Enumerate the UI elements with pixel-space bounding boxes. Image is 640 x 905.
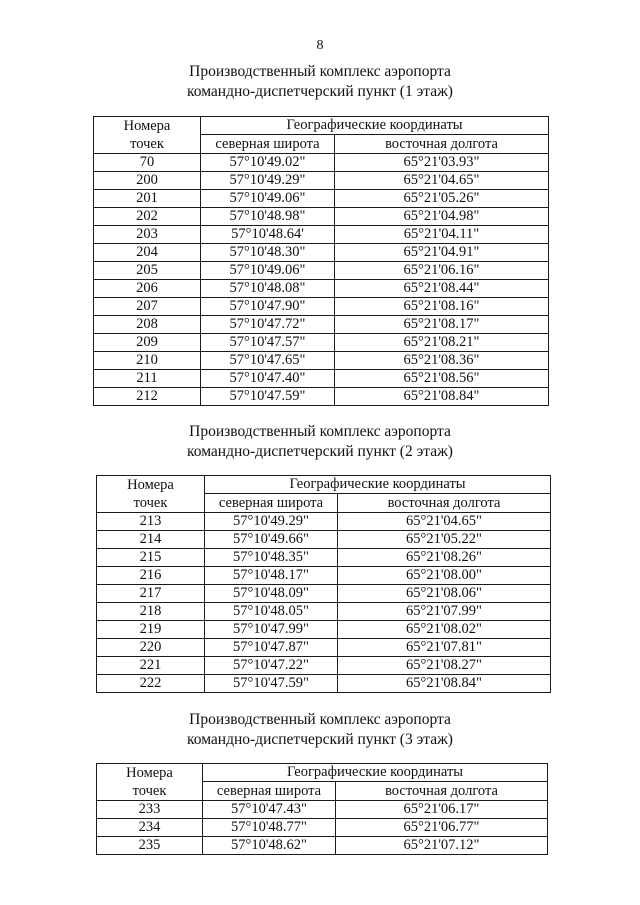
section-title-1 — [0, 62, 640, 102]
point-number-header-line2: точек — [130, 136, 164, 152]
latitude-cell: 57°10'48.17" — [205, 567, 338, 585]
page-number: 8 — [316, 38, 324, 53]
longitude-cell: 65°21'06.17" — [336, 801, 548, 819]
point-number-cell: 203 — [94, 226, 201, 244]
point-number-cell: 217 — [97, 585, 205, 603]
latitude-cell: 57°10'49.06" — [201, 262, 335, 280]
point-number-cell: 201 — [94, 190, 201, 208]
latitude-cell: 57°10'47.65" — [201, 352, 335, 370]
longitude-cell: 65°21'06.16" — [335, 262, 549, 280]
table-row — [94, 298, 549, 316]
latitude-cell: 57°10'48.98" — [201, 208, 335, 226]
point-number-header-line1: Номера — [126, 765, 173, 781]
point-number-cell: 213 — [97, 513, 205, 531]
latitude-cell: 57°10'48.30" — [201, 244, 335, 262]
section-title-2 — [0, 422, 640, 462]
longitude-cell: 65°21'08.02" — [338, 621, 551, 639]
section-title-line1: Производственный комплекс аэропорта — [189, 711, 451, 728]
table-body — [97, 764, 548, 855]
point-number-cell: 205 — [94, 262, 201, 280]
longitude-cell: 65°21'04.65" — [335, 172, 549, 190]
point-number-cell: 219 — [97, 621, 205, 639]
point-number-cell: 206 — [94, 280, 201, 298]
point-number-cell: 209 — [94, 334, 201, 352]
section-title-3 — [0, 710, 640, 750]
point-number-cell: 222 — [97, 675, 205, 693]
table-header-row — [97, 476, 551, 494]
section-title-line1: Производственный комплекс аэропорта — [189, 423, 451, 440]
longitude-cell: 65°21'08.26" — [338, 549, 551, 567]
latitude-cell: 57°10'47.72" — [201, 316, 335, 334]
coords-group-header: Географические координаты — [201, 117, 549, 135]
latitude-cell: 57°10'47.22" — [205, 657, 338, 675]
latitude-cell: 57°10'48.09" — [205, 585, 338, 603]
point-number-header-line2: точек — [132, 783, 167, 799]
point-number-cell: 218 — [97, 603, 205, 621]
latitude-cell: 57°10'47.57" — [201, 334, 335, 352]
latitude-cell: 57°10'47.87" — [205, 639, 338, 657]
section-title-line1: Производственный комплекс аэропорта — [189, 63, 451, 80]
table-row — [97, 675, 551, 693]
longitude-header: восточная долгота — [338, 494, 551, 513]
longitude-cell: 65°21'04.98" — [335, 208, 549, 226]
table-row — [97, 801, 548, 819]
longitude-header: восточная долгота — [335, 135, 549, 154]
point-number-cell: 215 — [97, 549, 205, 567]
coordinates-table-1 — [93, 116, 549, 406]
point-number-header — [97, 476, 205, 513]
longitude-cell: 65°21'07.12" — [336, 837, 548, 855]
latitude-cell: 57°10'49.29" — [205, 513, 338, 531]
table-row — [97, 819, 548, 837]
table-row — [97, 585, 551, 603]
table-row — [94, 226, 549, 244]
longitude-cell: 65°21'08.84" — [335, 388, 549, 406]
point-number-cell: 221 — [97, 657, 205, 675]
longitude-header: восточная долгота — [336, 782, 548, 801]
latitude-header: северная широта — [201, 135, 335, 154]
table-body — [97, 476, 551, 693]
table-row — [94, 388, 549, 406]
latitude-cell: 57°10'47.59" — [205, 675, 338, 693]
table-row — [97, 621, 551, 639]
longitude-cell: 65°21'08.21" — [335, 334, 549, 352]
longitude-cell: 65°21'03.93" — [335, 154, 549, 172]
table-row — [94, 172, 549, 190]
table-row — [97, 837, 548, 855]
latitude-cell: 57°10'48.62" — [203, 837, 336, 855]
latitude-cell: 57°10'47.59" — [201, 388, 335, 406]
table-row — [97, 603, 551, 621]
table-header-row — [94, 117, 549, 135]
point-number-header-line1: Номера — [127, 477, 174, 493]
latitude-cell: 57°10'47.99" — [205, 621, 338, 639]
point-number-cell: 207 — [94, 298, 201, 316]
coordinates-table-2 — [96, 475, 551, 693]
point-number-cell: 210 — [94, 352, 201, 370]
longitude-cell: 65°21'04.65" — [338, 513, 551, 531]
table-row — [97, 567, 551, 585]
point-number-cell: 211 — [94, 370, 201, 388]
table-row — [94, 190, 549, 208]
point-number-header-line1: Номера — [123, 118, 171, 134]
longitude-cell: 65°21'08.17" — [335, 316, 549, 334]
latitude-header: северная широта — [205, 494, 338, 513]
latitude-cell: 57°10'49.66" — [205, 531, 338, 549]
table-row — [94, 316, 549, 334]
point-number-cell: 212 — [94, 388, 201, 406]
longitude-cell: 65°21'07.81" — [338, 639, 551, 657]
point-number-cell: 220 — [97, 639, 205, 657]
latitude-cell: 57°10'48.64' — [201, 226, 335, 244]
latitude-cell: 57°10'48.35" — [205, 549, 338, 567]
point-number-cell: 235 — [97, 837, 203, 855]
longitude-cell: 65°21'08.84" — [338, 675, 551, 693]
coordinates-table-3 — [96, 763, 548, 855]
section-title-line2: командно-диспетчерский пункт (3 этаж) — [187, 731, 453, 748]
point-number-cell: 214 — [97, 531, 205, 549]
table-row — [94, 262, 549, 280]
table-row — [94, 154, 549, 172]
table-row — [97, 657, 551, 675]
section-title-line2: командно-диспетчерский пункт (1 этаж) — [187, 83, 453, 100]
table-row — [94, 244, 549, 262]
table-row — [94, 352, 549, 370]
point-number-cell: 204 — [94, 244, 201, 262]
coords-group-header: Географические координаты — [203, 764, 548, 782]
latitude-cell: 57°10'48.77" — [203, 819, 336, 837]
coords-group-header: Географические координаты — [205, 476, 551, 494]
longitude-cell: 65°21'08.44" — [335, 280, 549, 298]
table-row — [97, 549, 551, 567]
point-number-cell: 216 — [97, 567, 205, 585]
longitude-cell: 65°21'05.22" — [338, 531, 551, 549]
point-number-cell: 70 — [94, 154, 201, 172]
longitude-cell: 65°21'07.99" — [338, 603, 551, 621]
section-title-line2: командно-диспетчерский пункт (2 этаж) — [187, 443, 453, 460]
longitude-cell: 65°21'05.26" — [335, 190, 549, 208]
longitude-cell: 65°21'08.00" — [338, 567, 551, 585]
latitude-cell: 57°10'49.06" — [201, 190, 335, 208]
point-number-header — [97, 764, 203, 801]
longitude-cell: 65°21'08.36" — [335, 352, 549, 370]
point-number-cell: 208 — [94, 316, 201, 334]
table-row — [94, 280, 549, 298]
point-number-cell: 233 — [97, 801, 203, 819]
longitude-cell: 65°21'04.91" — [335, 244, 549, 262]
longitude-cell: 65°21'06.77" — [336, 819, 548, 837]
latitude-header: северная широта — [203, 782, 336, 801]
latitude-cell: 57°10'48.08" — [201, 280, 335, 298]
longitude-cell: 65°21'08.27" — [338, 657, 551, 675]
point-number-cell: 234 — [97, 819, 203, 837]
longitude-cell: 65°21'08.06" — [338, 585, 551, 603]
latitude-cell: 57°10'47.90" — [201, 298, 335, 316]
longitude-cell: 65°21'08.16" — [335, 298, 549, 316]
table-body — [94, 117, 549, 406]
table-row — [97, 513, 551, 531]
latitude-cell: 57°10'47.43" — [203, 801, 336, 819]
longitude-cell: 65°21'08.56" — [335, 370, 549, 388]
table-row — [94, 334, 549, 352]
point-number-header-line2: точек — [133, 495, 168, 511]
point-number-header — [94, 117, 201, 154]
table-row — [97, 531, 551, 549]
table-row — [94, 370, 549, 388]
point-number-cell: 202 — [94, 208, 201, 226]
table-row — [94, 208, 549, 226]
latitude-cell: 57°10'48.05" — [205, 603, 338, 621]
latitude-cell: 57°10'49.02" — [201, 154, 335, 172]
table-header-row — [97, 764, 548, 782]
latitude-cell: 57°10'49.29" — [201, 172, 335, 190]
latitude-cell: 57°10'47.40" — [201, 370, 335, 388]
point-number-cell: 200 — [94, 172, 201, 190]
longitude-cell: 65°21'04.11" — [335, 226, 549, 244]
table-row — [97, 639, 551, 657]
